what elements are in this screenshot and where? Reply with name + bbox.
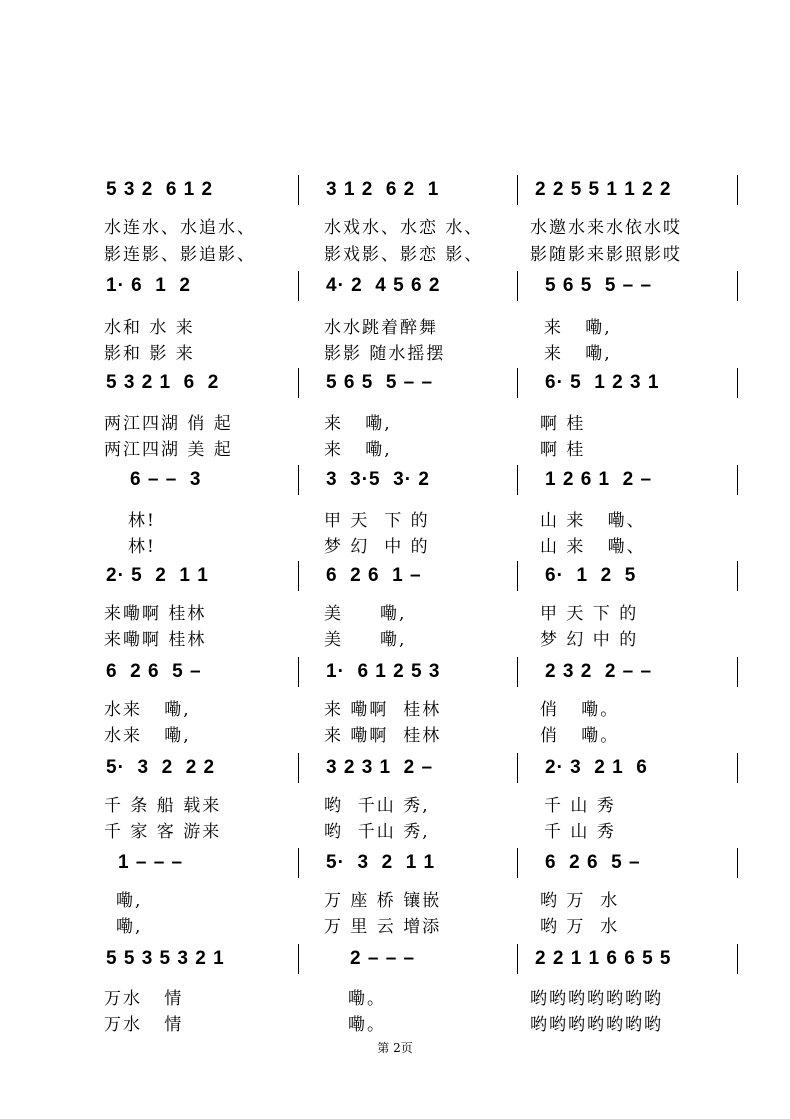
lyric-line-2: 来 嘞, (544, 344, 612, 364)
notes-measure: 3 2 3 1 2 – (326, 757, 434, 778)
lyric-line-1: 水邀水来水依水哎 (530, 218, 682, 238)
notes-measure: 5 3 2 1 6 2 (106, 372, 220, 393)
lyric-line-2: 影连影、影追影、 (104, 245, 256, 265)
lyric-line-2: 水来 嘞, (104, 726, 191, 746)
barline (737, 657, 738, 687)
lyric-line-1: 林! (128, 511, 156, 531)
lyric-line-1: 哟 千山 秀, (324, 796, 430, 816)
lyric-line-1: 来 嘞, (544, 318, 612, 338)
barline (737, 465, 738, 495)
lyric-line-2: 千 家 客 游来 (104, 822, 222, 842)
lyric-line-2: 嘞, (116, 917, 143, 937)
score-system (0, 944, 790, 1054)
lyric-line-1: 水和 水 来 (104, 318, 195, 338)
lyric-line-1: 千 山 秀 (544, 796, 616, 816)
notes-measure: 2 – – – (350, 948, 416, 969)
lyric-line-2: 哟 千山 秀, (324, 822, 430, 842)
notes-measure: 1· 6 1 2 5 3 (326, 661, 441, 682)
notes-measure: 6· 5 1 2 3 1 (545, 372, 660, 393)
score-system (0, 271, 790, 381)
lyric-line-2: 梦 幻 中 的 (540, 630, 639, 650)
lyric-line-2: 两江四湖 美 起 (104, 440, 233, 460)
lyric-line-1: 甲 天 下 的 (540, 604, 639, 624)
lyric-line-1: 甲 天 下 的 (324, 511, 430, 531)
lyric-line-2: 林! (128, 537, 156, 557)
lyric-line-1: 来 嘞啊 桂林 (324, 700, 442, 720)
score-system (0, 465, 790, 575)
barline (298, 753, 299, 783)
notes-measure: 5 3 2 6 1 2 (106, 179, 214, 200)
lyric-line-1: 来 嘞, (324, 414, 392, 434)
lyric-line-2: 哟 万 水 (540, 917, 620, 937)
lyric-line-1: 啊 桂 (540, 414, 586, 434)
barline (298, 465, 299, 495)
lyric-line-2: 美 嘞, (324, 630, 407, 650)
lyric-line-2: 来嘞啊 桂林 (104, 630, 207, 650)
barline (298, 657, 299, 687)
lyric-line-1: 水连水、水追水、 (104, 218, 256, 238)
barline (517, 753, 518, 783)
notes-measure: 1 – – – (118, 852, 184, 873)
score-system (0, 561, 790, 671)
lyric-line-1: 哟哟哟哟哟哟哟 (530, 989, 663, 1009)
score-system (0, 657, 790, 767)
barline (737, 175, 738, 205)
lyric-line-1: 千 条 船 载来 (104, 796, 222, 816)
barline (737, 944, 738, 974)
notes-measure: 2 3 2 2 – – (545, 661, 653, 682)
notes-measure: 6· 1 2 5 (545, 565, 637, 586)
notes-measure: 3 3·5 3· 2 (326, 469, 430, 490)
lyric-line-2: 影随影来影照影哎 (530, 245, 682, 265)
barline (517, 848, 518, 878)
lyric-line-2: 嘞。 (348, 1015, 386, 1035)
lyric-line-1: 嘞。 (348, 989, 386, 1009)
lyric-line-1: 美 嘞, (324, 604, 407, 624)
lyric-line-2: 山 来 嘞、 (540, 537, 646, 557)
notes-measure: 4· 2 4 5 6 2 (326, 275, 441, 296)
lyric-line-1: 水水跳着醉舞 (324, 318, 438, 338)
score-system (0, 848, 790, 958)
barline (517, 175, 518, 205)
lyric-line-2: 影戏影、影恋 影、 (324, 245, 484, 265)
lyric-line-2: 万 里 云 增添 (324, 917, 442, 937)
notes-measure: 6 – – 3 (130, 469, 202, 490)
lyric-line-2: 来 嘞, (324, 440, 392, 460)
notes-measure: 6 2 6 5 – (545, 852, 641, 873)
notes-measure: 5 6 5 5 – – (545, 275, 653, 296)
barline (737, 753, 738, 783)
notes-measure: 6 2 6 5 – (106, 661, 202, 682)
barline (517, 465, 518, 495)
lyric-line-2: 来 嘞啊 桂林 (324, 726, 442, 746)
lyric-line-2: 影影 随水摇摆 (324, 344, 446, 364)
notes-measure: 2 2 5 5 1 1 2 2 (535, 179, 672, 200)
lyric-line-2: 影和 影 来 (104, 344, 195, 364)
lyric-line-1: 嘞, (116, 891, 143, 911)
lyric-line-1: 俏 嘞。 (540, 700, 620, 720)
barline (737, 271, 738, 301)
lyric-line-1: 来嘞啊 桂林 (104, 604, 207, 624)
score-system (0, 175, 790, 285)
lyric-line-2: 哟哟哟哟哟哟哟 (530, 1015, 663, 1035)
notes-measure: 5 6 5 5 – – (326, 372, 434, 393)
barline (298, 368, 299, 398)
barline (517, 271, 518, 301)
lyric-line-1: 万水 情 (104, 989, 184, 1009)
barline (517, 944, 518, 974)
lyric-line-2: 啊 桂 (540, 440, 586, 460)
barline (737, 561, 738, 591)
lyric-line-1: 万 座 桥 镶嵌 (324, 891, 442, 911)
lyric-line-1: 山 来 嘞、 (540, 511, 646, 531)
notes-measure: 5 5 3 5 3 2 1 (106, 948, 225, 969)
barline (298, 271, 299, 301)
lyric-line-1: 水来 嘞, (104, 700, 191, 720)
score-system (0, 753, 790, 863)
barline (517, 368, 518, 398)
lyric-line-2: 梦 幻 中 的 (324, 537, 430, 557)
lyric-line-1: 水戏水、水恋 水、 (324, 218, 484, 238)
barline (298, 848, 299, 878)
notes-measure: 2· 5 2 1 1 (106, 565, 209, 586)
notes-measure: 5· 3 2 1 1 (326, 852, 436, 873)
notes-measure: 5· 3 2 2 2 (106, 757, 216, 778)
barline (517, 657, 518, 687)
notes-measure: 2· 3 2 1 6 (545, 757, 648, 778)
barline (737, 848, 738, 878)
score-system (0, 368, 790, 478)
lyric-line-2: 俏 嘞。 (540, 726, 620, 746)
barline (298, 561, 299, 591)
barline (298, 175, 299, 205)
lyric-line-1: 哟 万 水 (540, 891, 620, 911)
notes-measure: 2 2 1 1 6 6 5 5 (535, 948, 672, 969)
barline (298, 944, 299, 974)
lyric-line-2: 万水 情 (104, 1015, 184, 1035)
barline (517, 561, 518, 591)
notes-measure: 3 1 2 6 2 1 (326, 179, 440, 200)
lyric-line-1: 两江四湖 俏 起 (104, 414, 233, 434)
lyric-line-2: 千 山 秀 (544, 822, 616, 842)
notes-measure: 6 2 6 1 – (326, 565, 422, 586)
page-number: 第 2页 (377, 1041, 413, 1055)
notes-measure: 1 2 6 1 2 – (545, 469, 653, 490)
barline (737, 368, 738, 398)
notes-measure: 1· 6 1 2 (106, 275, 191, 296)
